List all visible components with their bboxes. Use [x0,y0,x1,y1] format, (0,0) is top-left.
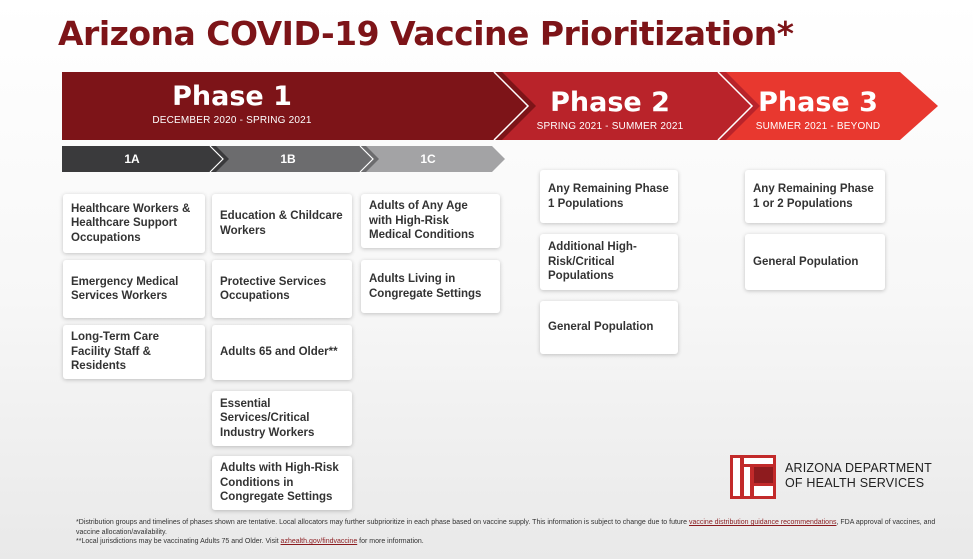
footnotes [76,518,936,547]
subphase-1a-label: 1A [124,152,140,166]
subphase-1c-label: 1C [420,152,436,166]
group-card: General Population [745,234,885,290]
phase-2-dates: SPRING 2021 - SUMMER 2021 [536,121,684,132]
phase-3-name: Phase 3 [758,87,878,118]
group-card: Healthcare Workers & Healthcare Support Occupations [63,194,205,253]
group-card: Essential Services/Critical Industry Workers [212,391,352,446]
footnote-2-tail: for more information. [357,538,424,545]
findvaccine-link[interactable]: azhealth.gov/findvaccine [280,538,358,545]
group-card: Adults with High-Risk Conditions in Congregate Settings [212,456,352,510]
group-card: Protective Services Occupations [212,260,352,318]
subphase-1b-label: 1B [280,152,296,166]
group-card: Any Remaining Phase 1 or 2 Populations [745,170,885,223]
phase-2-name: Phase 2 [550,87,670,118]
group-card: Adults Living in Congregate Settings [361,260,500,313]
footnote-1-tail: , FDA approval of vaccines, and vaccine allocation/availability. [76,519,936,536]
page-title: Arizona COVID-19 Vaccine Prioritization* [58,14,794,53]
group-card: Adults of Any Age with High-Risk Medical Conditions [361,194,500,248]
group-card: Adults 65 and Older** [212,325,352,380]
group-card: Emergency Medical Services Workers [63,260,205,318]
group-card: General Population [540,301,678,354]
footnote-2-text: **Local jurisdictions may be vaccinating Adults 75 and Older. Visit [76,538,281,545]
group-card: Education & Childcare Workers [212,194,352,253]
phase-1-dates: DECEMBER 2020 - SPRING 2021 [152,115,312,126]
phase-1-header [62,81,402,126]
footnote-2 [76,537,936,547]
guidance-link[interactable]: vaccine distribution guidance recommendations [688,519,837,526]
group-card: Long-Term Care Facility Staff & Residents [63,325,205,379]
phase-3-dates: SUMMER 2021 - BEYOND [755,121,881,132]
phase-2-header [520,87,700,132]
footnote-1-text: *Distribution groups and timelines of phases shown are tentative. Local allocators may further subprioritize in each phase based on vaccine supply. This information is subject to change due to future [76,519,689,526]
phase-1-name: Phase 1 [172,81,292,112]
group-card: Additional High-Risk/Critical Populations [540,234,678,290]
footnote-1 [76,518,936,537]
group-card: Any Remaining Phase 1 Populations [540,170,678,223]
adhs-logo-text: ARIZONA DEPARTMENT OF HEALTH SERVICES [785,461,932,490]
adhs-logo-icon [730,455,778,501]
phase-3-header [743,87,893,132]
